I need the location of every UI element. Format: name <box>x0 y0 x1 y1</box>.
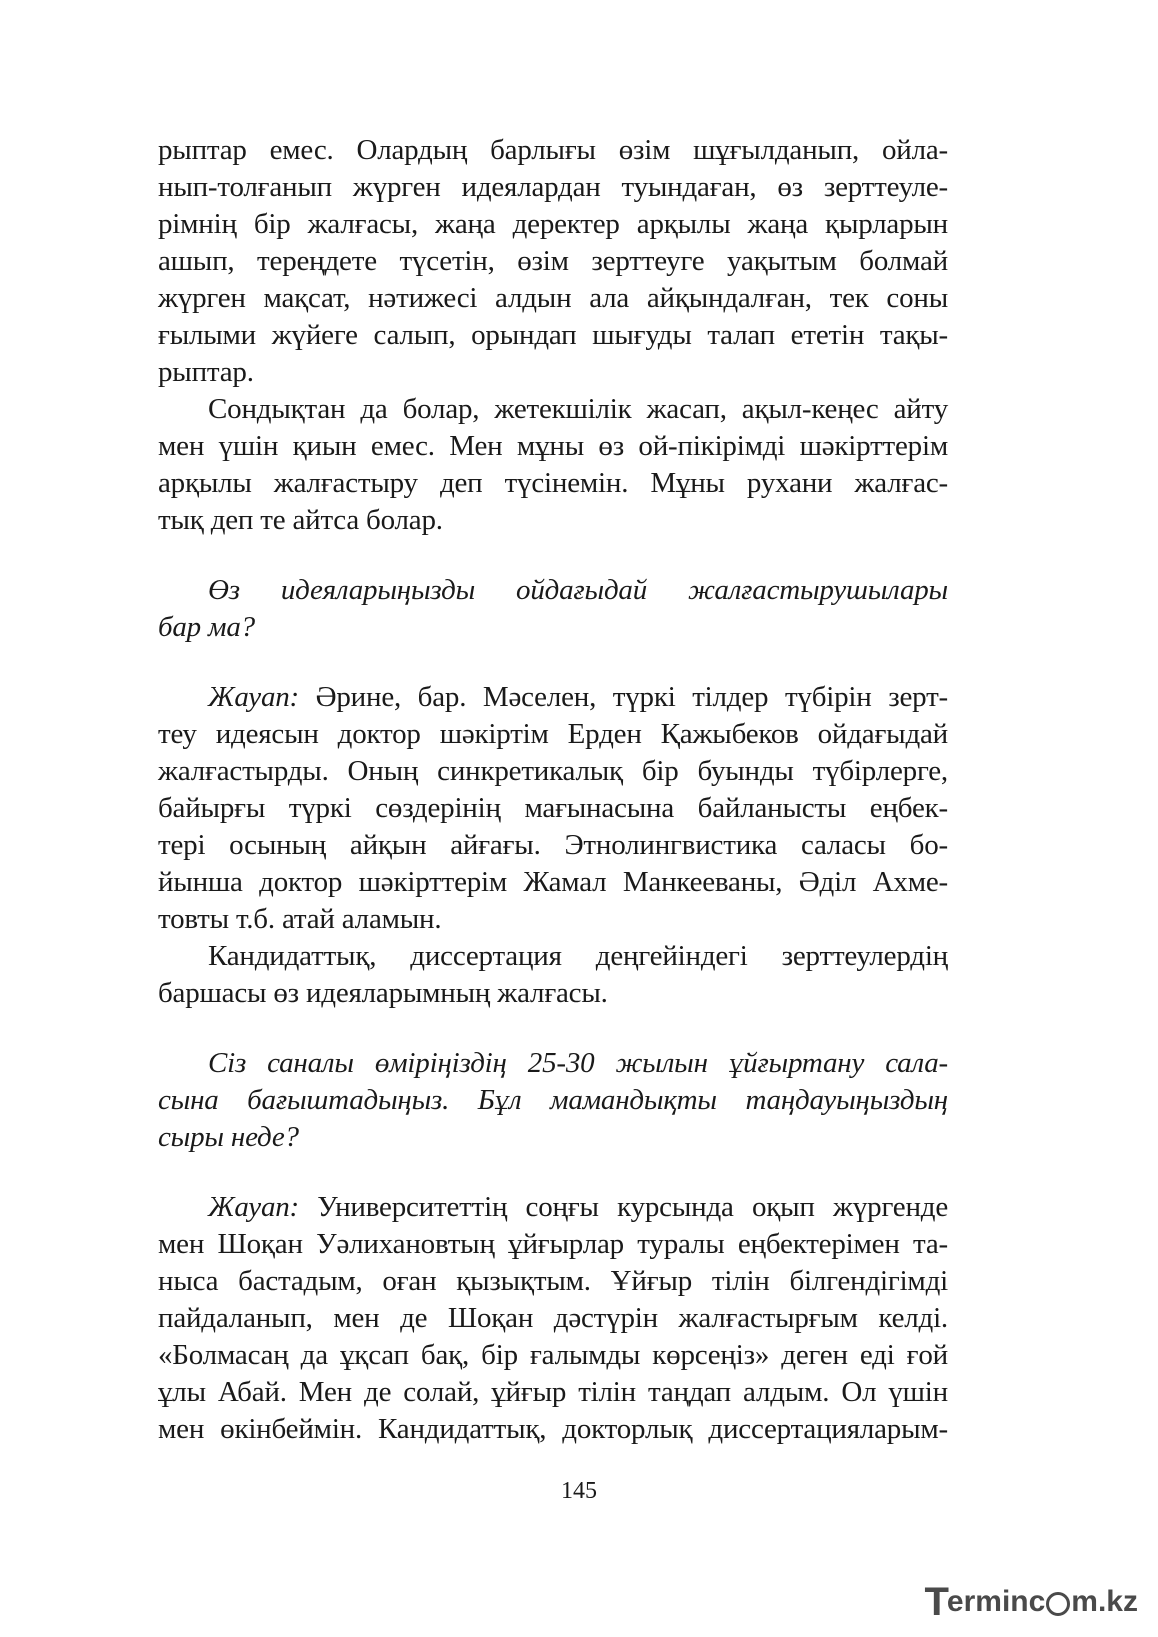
text-line: байырғы түркі сөздерінің мағынасына байланысты еңбек- <box>158 792 948 824</box>
question-2 <box>158 1045 948 1156</box>
paragraph-1 <box>158 132 948 391</box>
text-line: тері осының айқын айғағы. Этнолингвистика саласы бо- <box>158 829 948 861</box>
text-line: мен үшін қиын емес. Мен мұны өз ой-пікірімді шәкірттерім <box>158 430 948 462</box>
answer-2 <box>158 1189 948 1448</box>
spacer <box>158 646 948 679</box>
watermark-text: erminc <box>946 1585 1046 1618</box>
text-line: Сондықтан да болар, жетекшілік жасап, ақыл-кеңес айту <box>208 393 948 425</box>
text-line: йынша доктор шәкірттерім Жамал Манкееваны, Әділ Ахме- <box>158 866 948 898</box>
text-line: жүрген мақсат, нәтижесі алдын ала айқындалған, тек соны <box>158 282 948 314</box>
text-line: рыптар емес. Олардың барлығы өзім шұғылданып, ойла- <box>158 134 948 166</box>
answer-label: Жауап: <box>208 681 300 713</box>
text-run: Әрине, бар. Мәселен, түркі тілдер түбірін зерт- <box>299 681 948 713</box>
text-line: ныса бастадым, оған қызықтым. Ұйғыр тілін білгендігімді <box>158 1265 948 1297</box>
text-line: Өз идеяларыңызды ойдағыдай жалғастырушылары <box>208 574 948 606</box>
text-line: мен өкінбеймін. Кандидаттық, докторлық диссертацияларым- <box>158 1413 948 1445</box>
spacer <box>158 1156 948 1189</box>
text-line: рыптар. <box>158 356 254 388</box>
paragraph-2 <box>158 391 948 539</box>
text-line: баршасы өз идеяларымның жалғасы. <box>158 977 608 1009</box>
text-line: пайдаланып, мен де Шоқан дәстүрін жалғастырғым келді. <box>158 1302 948 1334</box>
answer-1 <box>158 679 948 938</box>
text-line: бар ма? <box>158 611 255 643</box>
text-line: сыры неде? <box>158 1121 299 1153</box>
watermark-text: T <box>924 1579 949 1624</box>
page-number: 145 <box>561 1478 597 1504</box>
spacer <box>158 1012 948 1045</box>
text-line: ұлы Абай. Мен де солай, ұйғыр тілін таңдап алдым. Ол үшін <box>158 1376 948 1408</box>
text-line: «Болмасаң да ұқсап бақ, бір ғалымды көрсеңіз» деген еді ғой <box>158 1339 948 1371</box>
text-line: арқылы жалғастыру деп түсінемін. Мұны рухани жалғас- <box>158 467 948 499</box>
page-body <box>158 132 948 1448</box>
text-line: мен Шоқан Уәлихановтың ұйғырлар туралы еңбектерімен та- <box>158 1228 948 1260</box>
text-line: тық деп те айтса болар. <box>158 504 443 536</box>
text-line: товты т.б. атай аламын. <box>158 903 442 935</box>
text-line: рімнің бір жалғасы, жаңа деректер арқылы жаңа қырларын <box>158 208 948 240</box>
spacer <box>158 539 948 572</box>
watermark-text: m.kz <box>1071 1585 1138 1618</box>
text-line: жалғастырды. Оның синкретикалық бір буынды түбірлерге, <box>158 755 948 787</box>
text-line: ғылыми жүйеге салып, орындап шығуды талап ететін тақы- <box>158 319 948 351</box>
answer-label: Жауап: <box>208 1191 300 1223</box>
text-line: теу идеясын доктор шәкіртім Ерден Қажыбеков ойдағыдай <box>158 718 948 750</box>
text-line: сына бағыштадыңыз. Бұл мамандықты таңдауыңыздың <box>158 1084 948 1116</box>
text-line: ашып, тереңдете түсетін, өзім зерттеуге уақытым болмай <box>158 245 948 277</box>
question-1 <box>158 572 948 646</box>
text-line: Сіз саналы өміріңіздің 25-30 жылын ұйғыртану сала- <box>208 1047 948 1079</box>
watermark-logo <box>924 1581 1138 1623</box>
text-line: Кандидаттық, диссертация деңгейіндегі зерттеулердің <box>208 940 948 972</box>
text-line <box>158 679 948 716</box>
magnifier-icon <box>1046 1592 1070 1616</box>
text-line: нып-толғанып жүрген идеялардан туындаған, өз зерттеуле- <box>158 171 948 203</box>
text-line <box>158 1189 948 1226</box>
text-run: Университеттің соңғы курсында оқып жүргенде <box>299 1191 948 1223</box>
paragraph-3 <box>158 938 948 1012</box>
